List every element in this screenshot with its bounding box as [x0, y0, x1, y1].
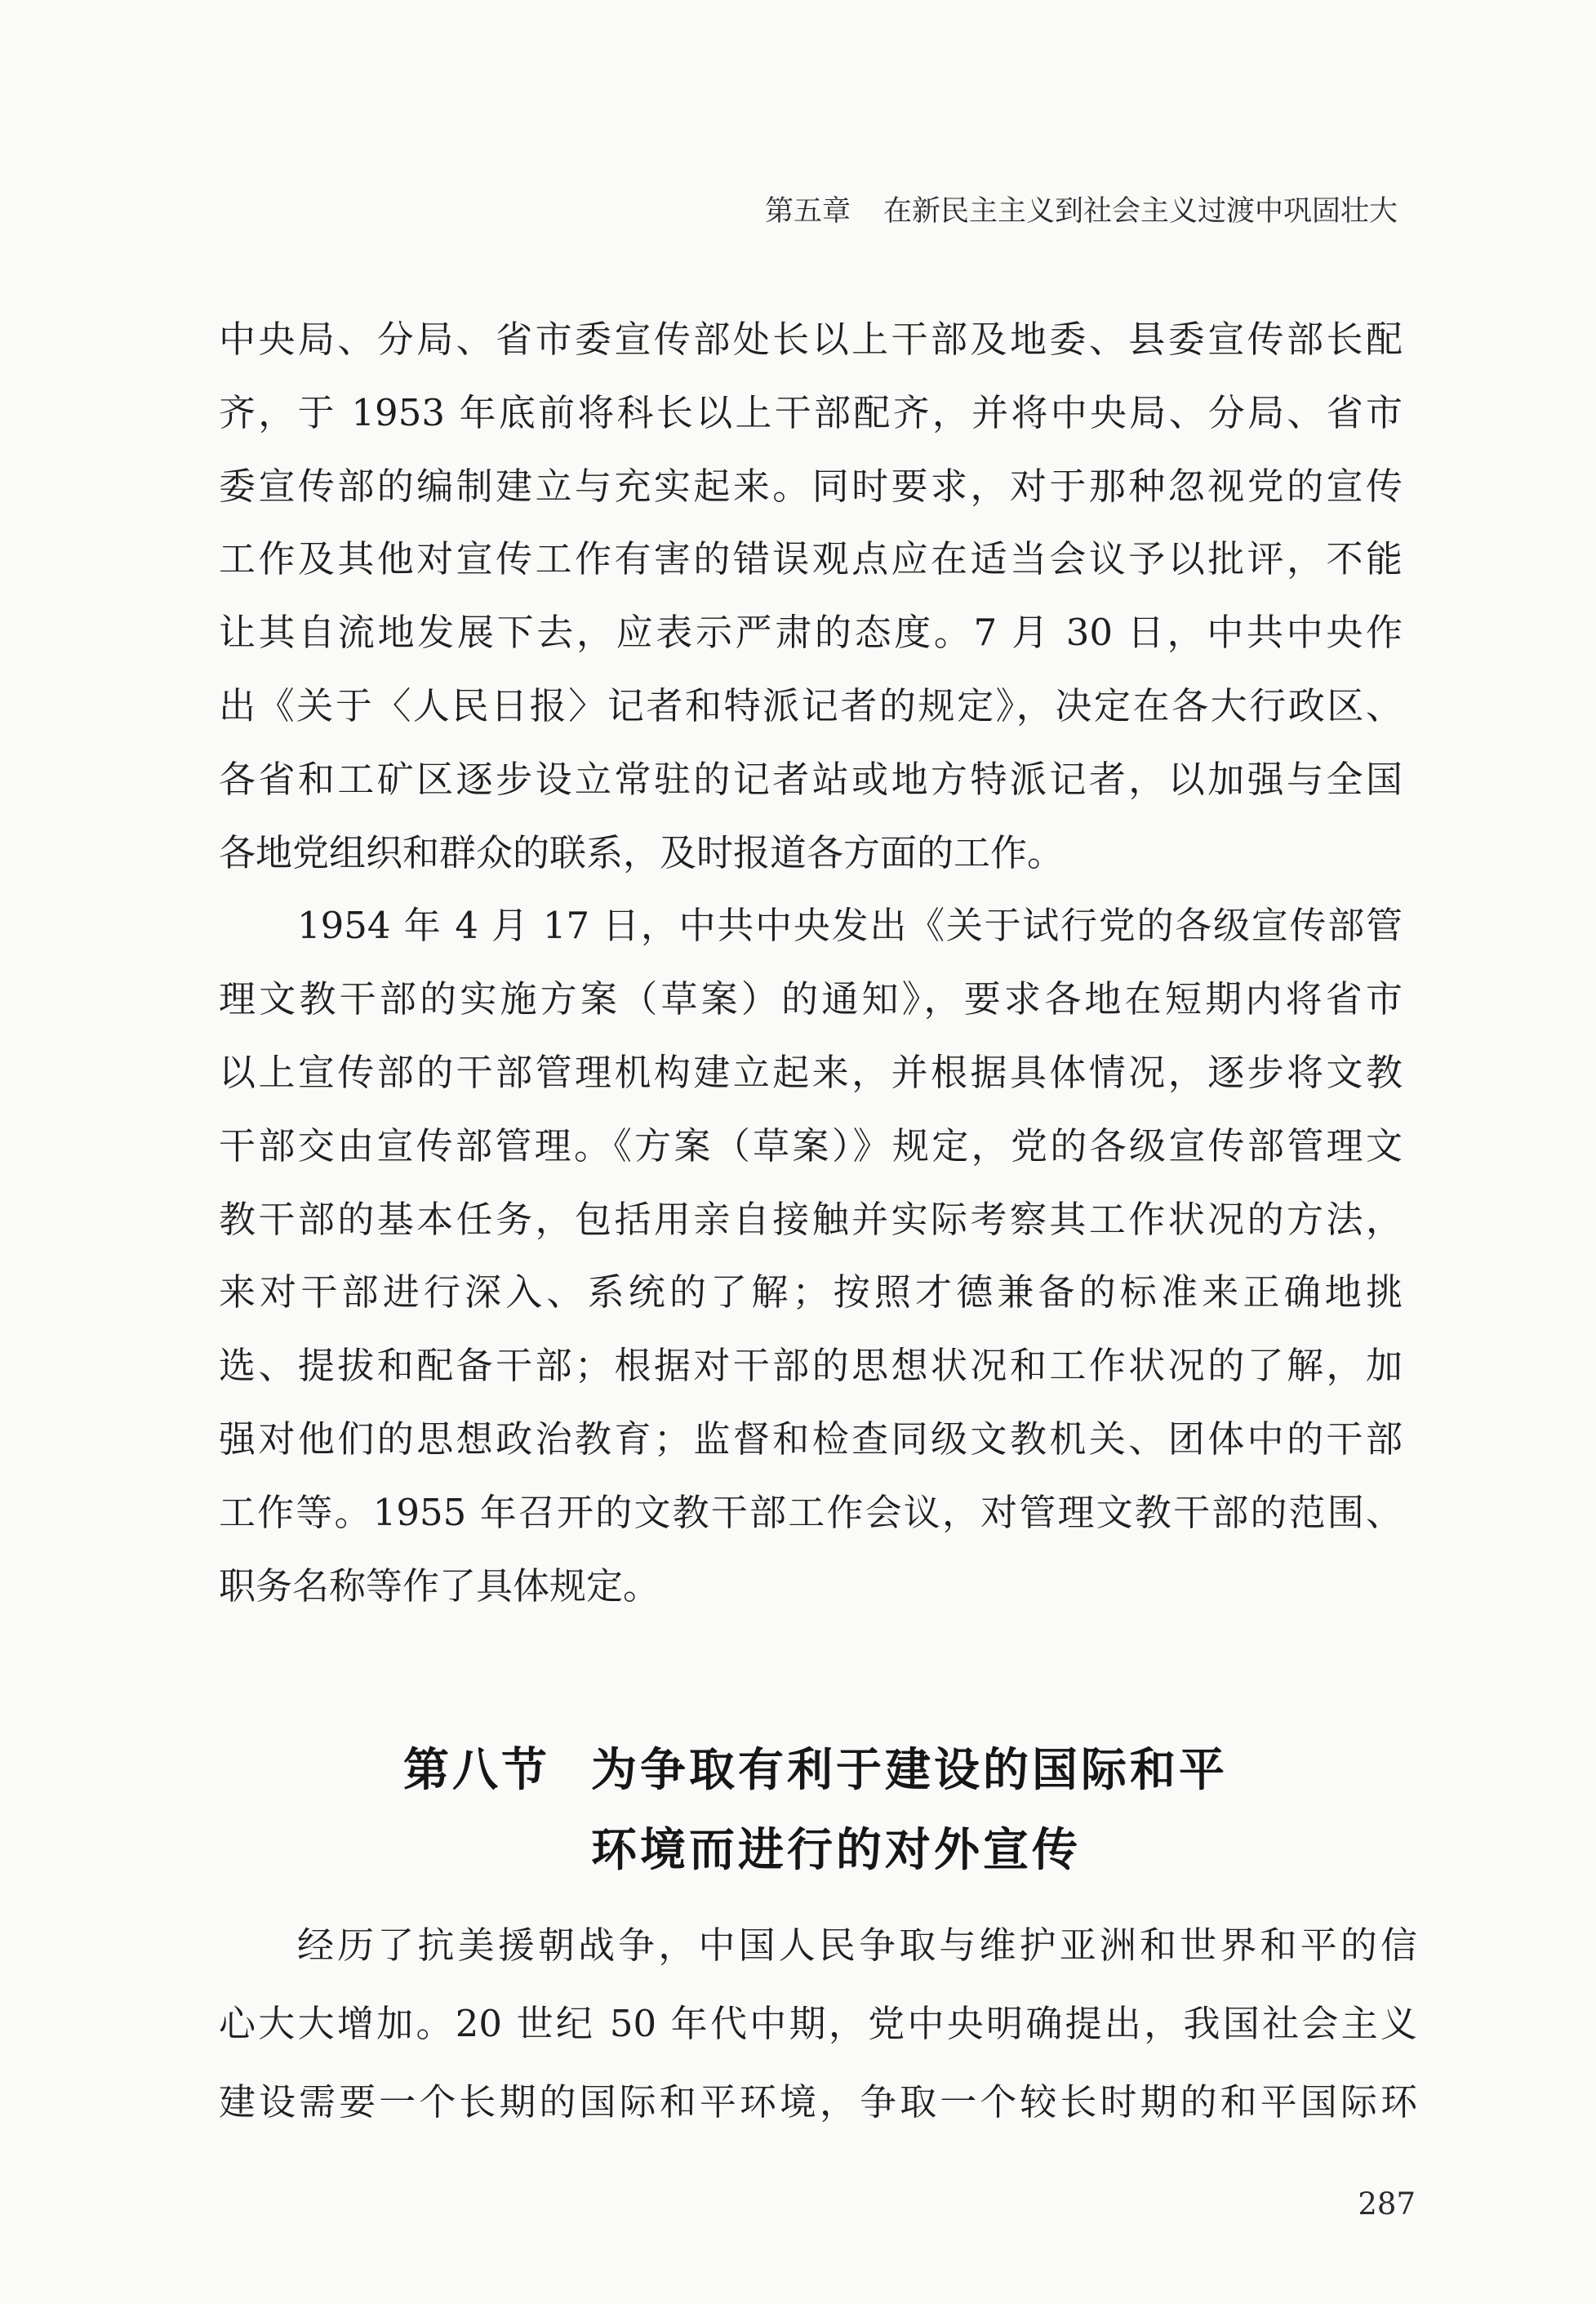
text-line: 强对他们的思想政治教育；监督和检查同级文教机关、团体中的干部: [219, 1417, 1403, 1461]
chapter-title: 在新民主主义到社会主义过渡中巩固壮大: [882, 195, 1398, 228]
body-paragraph: [219, 889, 1403, 1622]
section-title-line: 环境而进行的对外宣传: [591, 1823, 1081, 1877]
text-line: 干部交由宣传部管理。《方案（草案）》规定，党的各级宣传部管理文: [219, 1123, 1403, 1168]
body-paragraph: [219, 303, 1403, 889]
text-line: 来对干部进行深入、系统的了解；按照才德兼备的标准来正确地挑: [219, 1270, 1403, 1314]
text-line: 让其自流地发展下去，应表示严肃的态度。7 月 30 日，中共中央作: [219, 611, 1403, 655]
text-line: 出《关于〈人民日报〉记者和特派记者的规定》，决定在各大行政区、: [219, 683, 1403, 727]
text-line: 中央局、分局、省市委宣传部处长以上干部及地委、县委宣传部长配: [219, 318, 1403, 361]
text-line: 选、提拔和配备干部；根据对干部的思想状况和工作状况的了解，加: [219, 1344, 1403, 1388]
page-number: 287: [1358, 2186, 1416, 2222]
text-line: 理文教干部的实施方案（草案）的通知》，要求各地在短期内将省市: [219, 977, 1403, 1021]
text-line: 委宣传部的编制建立与充实起来。同时要求，对于那种忽视党的宣传: [219, 464, 1403, 508]
text-line: 教干部的基本任务，包括用亲自接触并实际考察其工作状况的方法，: [219, 1197, 1403, 1241]
section-heading: [0, 1737, 1596, 1884]
section-number: 第八节: [403, 1743, 550, 1797]
text-line: 1954 年 4 月 17 日，中共中央发出《关于试行党的各级宣传部管: [297, 904, 1403, 948]
running-head: [765, 191, 1398, 232]
text-line: 以上宣传部的干部管理机构建立起来，并根据具体情况，逐步将文教: [219, 1050, 1403, 1094]
text-line: 各省和工矿区逐步设立常驻的记者站或地方特派记者，以加强与全国: [219, 757, 1403, 801]
text-line: 职务名称等作了具体规定。: [219, 1563, 660, 1608]
body-paragraph: [219, 1906, 1417, 2142]
text-line: 建设需要一个长期的国际和平环境，争取一个较长时期的和平国际环: [219, 2080, 1417, 2124]
text-line: 心大大增加。20 世纪 50 年代中期，党中央明确提出，我国社会主义: [219, 2002, 1417, 2045]
text-line: 工作及其他对宣传工作有害的错误观点应在适当会议予以批评，不能: [219, 537, 1403, 581]
body-text: [219, 303, 1403, 1622]
text-line: 工作等。1955 年召开的文教干部工作会议，对管理文教干部的范围、: [219, 1490, 1403, 1534]
text-line: 各地党组织和群众的联系，及时报道各方面的工作。: [219, 830, 1065, 874]
body-text: [219, 1906, 1417, 2142]
text-line: 经历了抗美援朝战争，中国人民争取与维护亚洲和世界和平的信: [297, 1924, 1417, 1967]
chapter-label: 第五章: [764, 195, 851, 228]
text-line: 齐，于 1953 年底前将科长以上干部配齐，并将中央局、分局、省市: [219, 390, 1403, 434]
section-title-line: 为争取有利于建设的国际和平: [591, 1743, 1228, 1797]
